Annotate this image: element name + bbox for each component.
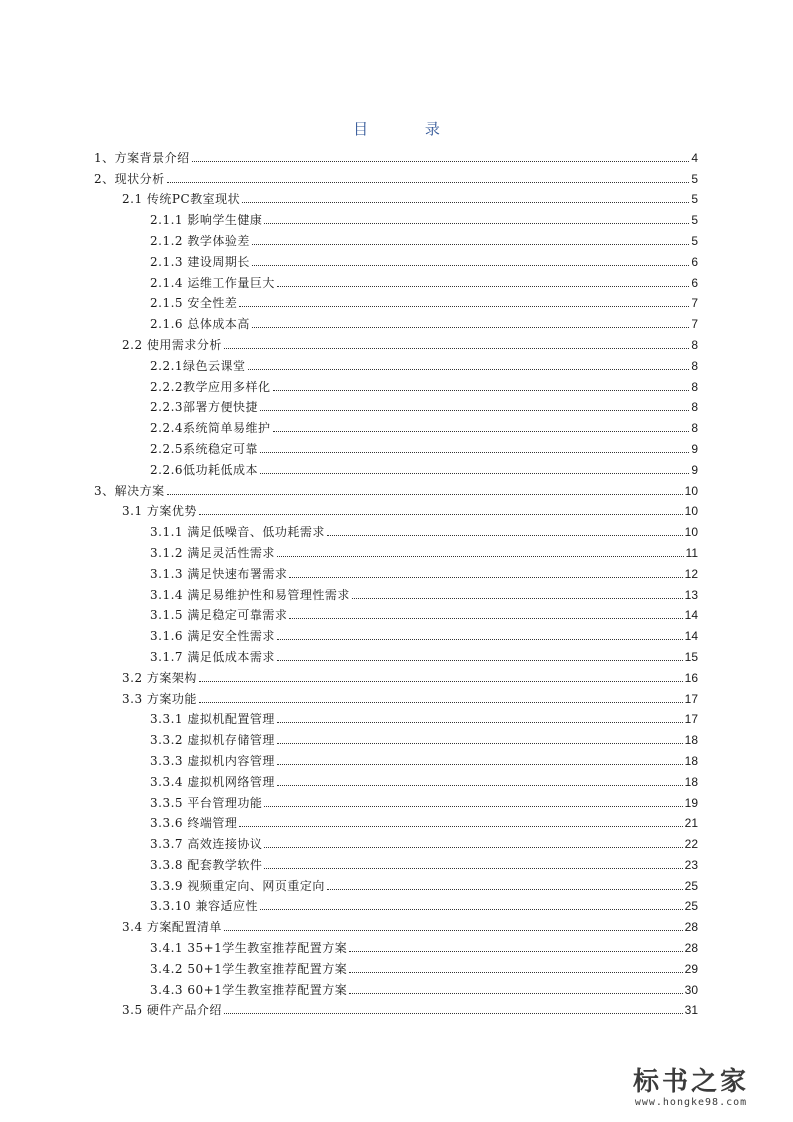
toc-dot-leader	[242, 202, 689, 203]
toc-dot-leader	[273, 390, 690, 391]
toc-dot-leader	[224, 930, 683, 931]
toc-page-number: 6	[691, 254, 698, 269]
toc-entry[interactable]	[94, 830, 698, 851]
toc-dot-leader	[349, 951, 682, 952]
toc-entry[interactable]	[94, 664, 698, 685]
toc-page-number: 25	[684, 878, 698, 893]
toc-dot-leader	[277, 764, 683, 765]
toc-entry[interactable]	[94, 560, 698, 581]
toc-dot-leader	[277, 743, 683, 744]
toc-dot-leader	[277, 785, 683, 786]
toc-entry[interactable]	[94, 810, 698, 831]
toc-entry-text: 3.1.6 满足安全性需求	[150, 629, 275, 644]
toc-entry-text: 1、方案背景介绍	[94, 150, 190, 165]
toc-entry[interactable]	[94, 643, 698, 664]
toc-entry[interactable]	[94, 414, 698, 435]
toc-entry[interactable]	[94, 290, 698, 311]
watermark-logo	[611, 1067, 771, 1108]
toc-dot-leader	[289, 618, 682, 619]
toc-entry-text: 3.3.4 虚拟机网络管理	[150, 774, 275, 789]
toc-dot-leader	[349, 993, 682, 994]
toc-entry-text: 3.1.4 满足易维护性和易管理性需求	[150, 587, 350, 602]
toc-entry-text: 3.4.1 35+1学生教室推荐配置方案	[150, 941, 348, 956]
toc-entry[interactable]	[94, 539, 698, 560]
toc-page-number: 11	[685, 545, 698, 560]
toc-dot-leader	[289, 577, 682, 578]
toc-page-number: 31	[684, 1003, 698, 1018]
toc-page-number: 9	[691, 462, 698, 477]
toc-entry[interactable]	[94, 165, 698, 186]
toc-page-number: 5	[691, 213, 698, 228]
toc-page-number: 18	[684, 774, 698, 789]
toc-entry-text: 2.1.5 安全性差	[150, 296, 238, 311]
toc-page-number: 9	[691, 441, 698, 456]
toc-entry-text: 2.2.4系统简单易维护	[150, 421, 271, 436]
toc-list	[94, 144, 698, 1017]
toc-page-number: 22	[684, 837, 698, 852]
toc-dot-leader	[277, 660, 683, 661]
toc-entry[interactable]	[94, 726, 698, 747]
toc-page-number: 18	[684, 753, 698, 768]
toc-page-number: 16	[684, 670, 698, 685]
toc-page-number: 28	[684, 920, 698, 935]
toc-entry-text: 3.4 方案配置清单	[122, 920, 222, 935]
toc-entry-text: 3.3.3 虚拟机内容管理	[150, 753, 275, 768]
toc-dot-leader	[167, 494, 683, 495]
toc-entry[interactable]	[94, 227, 698, 248]
toc-entry[interactable]	[94, 851, 698, 872]
toc-dot-leader	[252, 327, 689, 328]
toc-page-number: 5	[691, 171, 698, 186]
toc-dot-leader	[260, 452, 689, 453]
toc-entry-text: 3.3 方案功能	[122, 691, 197, 706]
toc-entry-text: 2.1.6 总体成本高	[150, 317, 250, 332]
toc-title: 目 录	[353, 120, 466, 138]
toc-entry-text: 2.1.3 建设周期长	[150, 254, 250, 269]
toc-dot-leader	[264, 806, 682, 807]
toc-entry-text: 3.3.10 兼容适应性	[150, 899, 258, 914]
toc-entry-text: 3.5 硬件产品介绍	[122, 1003, 222, 1018]
toc-entry-text: 2.2.6低功耗低成本	[150, 462, 259, 477]
toc-entry-text: 3.1.3 满足快速布署需求	[150, 566, 288, 581]
toc-entry-text: 2.2.2教学应用多样化	[150, 379, 271, 394]
toc-page-number: 19	[684, 795, 698, 810]
toc-entry-text: 3.1.2 满足灵活性需求	[150, 545, 275, 560]
toc-entry-text: 2.1.1 影响学生健康	[150, 213, 263, 228]
toc-entry[interactable]	[94, 498, 698, 519]
toc-page-number: 17	[684, 691, 698, 706]
toc-dot-leader	[199, 681, 683, 682]
toc-dot-leader	[199, 514, 683, 515]
toc-dot-leader	[277, 722, 683, 723]
toc-entry[interactable]	[94, 248, 698, 269]
toc-page-number: 5	[691, 192, 698, 207]
toc-page-number: 14	[684, 608, 698, 623]
toc-page-number: 8	[691, 337, 698, 352]
toc-page-number: 17	[684, 712, 698, 727]
toc-dot-leader	[264, 847, 682, 848]
toc-dot-leader	[224, 1013, 683, 1014]
toc-entry-text: 3.1.7 满足低成本需求	[150, 649, 275, 664]
toc-page-number: 4	[691, 150, 698, 165]
toc-entry[interactable]	[94, 435, 698, 456]
toc-page-number: 25	[684, 899, 698, 914]
toc-entry[interactable]	[94, 685, 698, 706]
toc-entry-text: 2、现状分析	[94, 171, 165, 186]
toc-entry-text: 3.1.5 满足稳定可靠需求	[150, 608, 288, 623]
toc-dot-leader	[167, 182, 690, 183]
toc-page-number: 5	[691, 233, 698, 248]
toc-entry-text: 3.2 方案架构	[122, 670, 197, 685]
toc-page-number: 10	[684, 504, 698, 519]
toc-entry-text: 3.3.7 高效连接协议	[150, 837, 263, 852]
toc-entry-text: 3.4.2 50+1学生教室推荐配置方案	[150, 961, 348, 976]
toc-entry-text: 3.3.8 配套教学软件	[150, 857, 263, 872]
toc-page-number: 29	[684, 961, 698, 976]
toc-page-number: 15	[684, 649, 698, 664]
toc-dot-leader	[192, 161, 690, 162]
toc-entry-text: 3.3.2 虚拟机存储管理	[150, 733, 275, 748]
toc-dot-leader	[327, 889, 683, 890]
toc-page-number: 12	[684, 566, 698, 581]
toc-entry[interactable]	[94, 976, 698, 997]
toc-dot-leader	[224, 348, 689, 349]
toc-entry[interactable]	[94, 373, 698, 394]
toc-entry[interactable]	[94, 456, 698, 477]
toc-dot-leader	[252, 265, 689, 266]
watermark-url: www.hongke98.com	[634, 1097, 748, 1108]
toc-entry-text: 2.2.1绿色云课堂	[150, 358, 246, 373]
toc-dot-leader	[327, 535, 683, 536]
toc-entry[interactable]	[94, 706, 698, 727]
toc-page-number: 6	[691, 275, 698, 290]
toc-entry[interactable]	[94, 310, 698, 331]
toc-dot-leader	[264, 868, 682, 869]
toc-entry[interactable]	[94, 602, 698, 623]
toc-entry-text: 3.3.6 终端管理	[150, 816, 238, 831]
toc-entry[interactable]	[94, 352, 698, 373]
toc-entry[interactable]	[94, 997, 698, 1018]
toc-entry[interactable]	[94, 186, 698, 207]
toc-page-number: 28	[684, 941, 698, 956]
toc-dot-leader	[273, 431, 690, 432]
toc-dot-leader	[277, 556, 684, 557]
toc-entry-text: 3.1.1 满足低噪音、低功耗需求	[150, 525, 325, 540]
toc-entry-text: 2.1 传统PC教室现状	[122, 192, 241, 207]
toc-entry[interactable]	[94, 934, 698, 955]
toc-dot-leader	[239, 826, 682, 827]
toc-dot-leader	[248, 369, 690, 370]
toc-entry[interactable]	[94, 872, 698, 893]
toc-dot-leader	[349, 972, 682, 973]
toc-page-number: 8	[691, 379, 698, 394]
toc-entry[interactable]	[94, 622, 698, 643]
toc-page-number: 18	[684, 733, 698, 748]
toc-page-number: 14	[684, 629, 698, 644]
toc-page-number: 10	[684, 483, 698, 498]
toc-page-number: 30	[684, 982, 698, 997]
toc-entry-text: 2.1.2 教学体验差	[150, 233, 250, 248]
toc-entry-text: 3.1 方案优势	[122, 504, 197, 519]
toc-entry-text: 3.4.3 60+1学生教室推荐配置方案	[150, 982, 348, 997]
toc-page-number: 7	[691, 296, 698, 311]
toc-page-number: 8	[691, 400, 698, 415]
toc-entry-text: 3.3.9 视频重定向、网页重定向	[150, 878, 325, 893]
toc-page-number: 8	[691, 421, 698, 436]
toc-entry[interactable]	[94, 394, 698, 415]
toc-page-number: 21	[684, 816, 698, 831]
toc-entry[interactable]	[94, 331, 698, 352]
toc-dot-leader	[277, 286, 689, 287]
toc-page-number: 23	[684, 857, 698, 872]
watermark-logo-text: 标书之家	[632, 1067, 749, 1097]
toc-dot-leader	[277, 639, 683, 640]
toc-dot-leader	[260, 909, 683, 910]
toc-entry[interactable]	[94, 144, 698, 165]
toc-page-number: 13	[684, 587, 698, 602]
toc-entry[interactable]	[94, 477, 698, 498]
toc-entry[interactable]	[94, 206, 698, 227]
toc-entry-text: 3.3.1 虚拟机配置管理	[150, 712, 275, 727]
toc-entry[interactable]	[94, 269, 698, 290]
toc-dot-leader	[239, 306, 689, 307]
toc-entry-text: 2.2.3部署方便快捷	[150, 400, 259, 415]
toc-entry-text: 2.2.5系统稳定可靠	[150, 441, 259, 456]
toc-dot-leader	[260, 473, 689, 474]
toc-entry[interactable]	[94, 581, 698, 602]
toc-entry[interactable]	[94, 747, 698, 768]
toc-dot-leader	[252, 244, 689, 245]
toc-entry[interactable]	[94, 789, 698, 810]
toc-dot-leader	[260, 410, 689, 411]
toc-entry[interactable]	[94, 955, 698, 976]
toc-entry[interactable]	[94, 768, 698, 789]
toc-dot-leader	[199, 702, 683, 703]
toc-entry-text: 2.1.4 运维工作量巨大	[150, 275, 275, 290]
toc-entry-text: 3.3.5 平台管理功能	[150, 795, 263, 810]
toc-dot-leader	[264, 223, 689, 224]
toc-entry[interactable]	[94, 518, 698, 539]
toc-entry-text: 3、解决方案	[94, 483, 165, 498]
toc-page-number: 8	[691, 358, 698, 373]
toc-entry[interactable]	[94, 913, 698, 934]
toc-page-number: 7	[691, 317, 698, 332]
toc-entry[interactable]	[94, 893, 698, 914]
toc-page-number: 10	[684, 525, 698, 540]
toc-entry-text: 2.2 使用需求分析	[122, 337, 222, 352]
toc-dot-leader	[352, 598, 683, 599]
